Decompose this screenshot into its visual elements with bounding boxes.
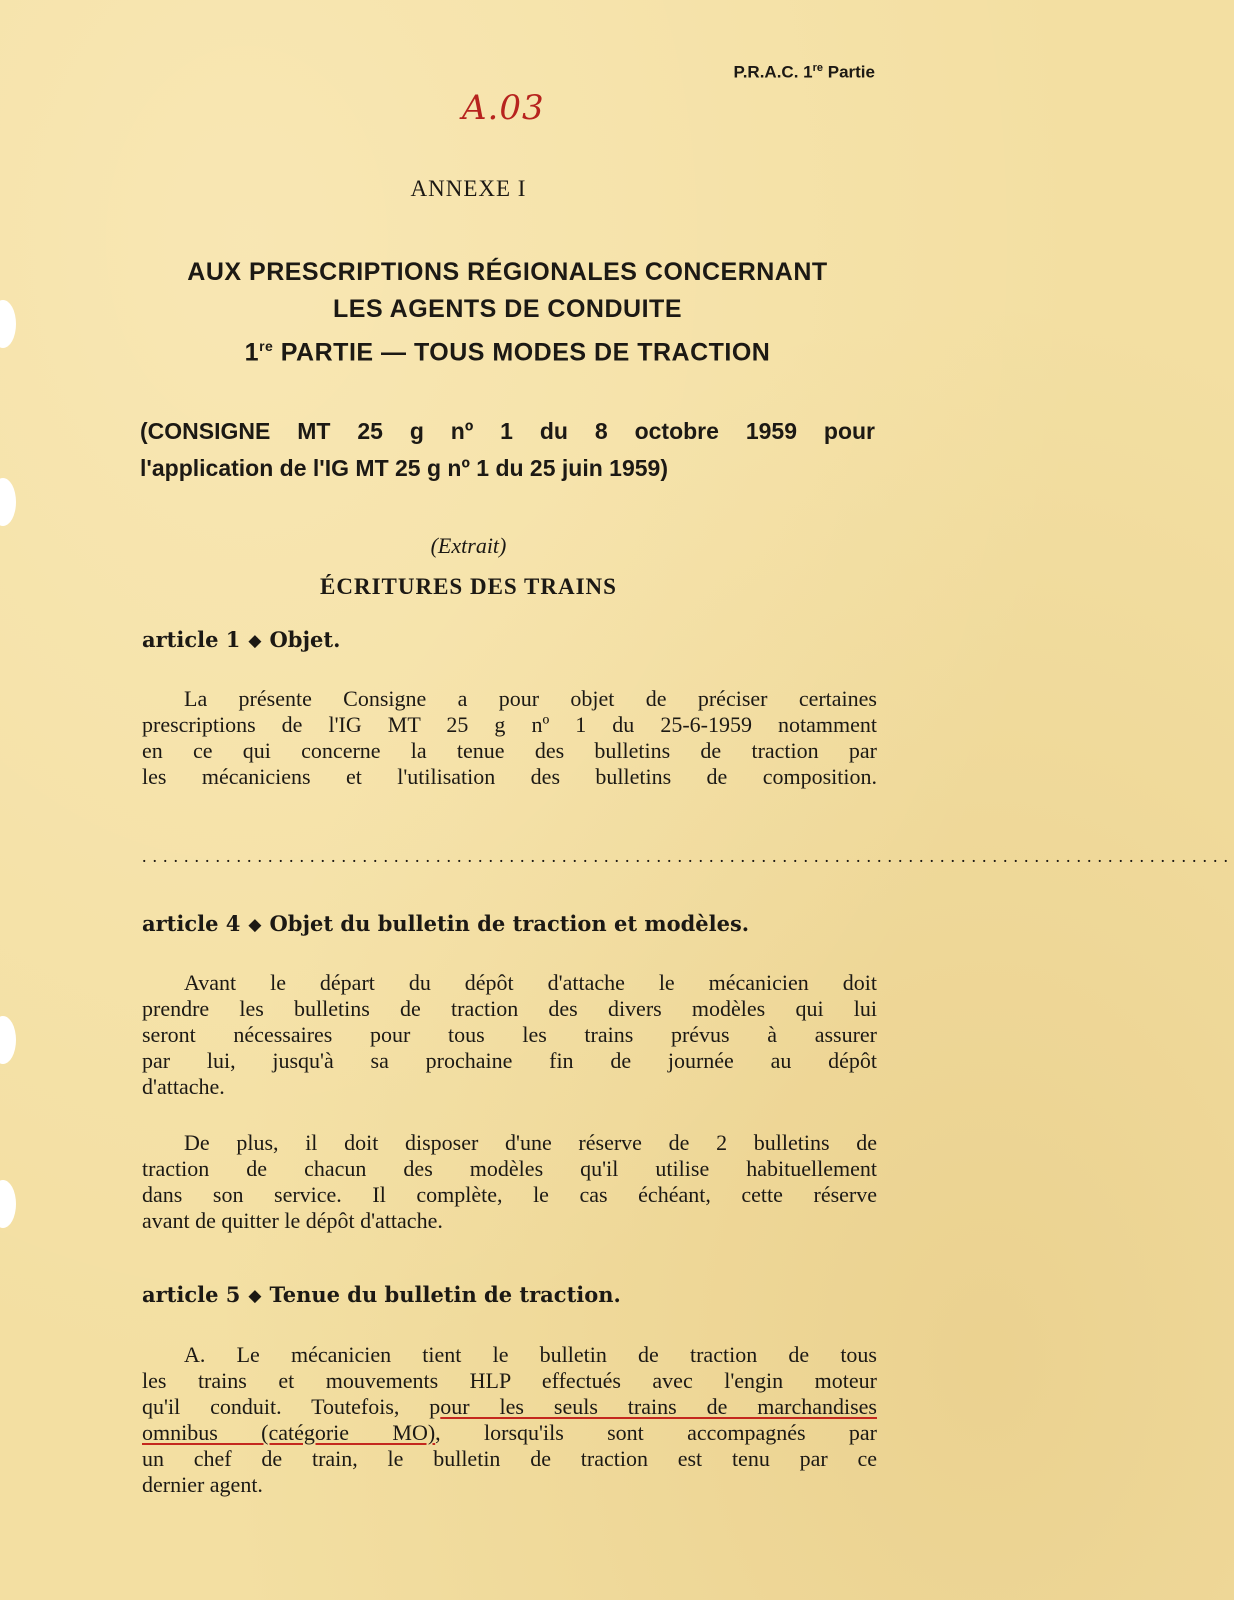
binder-hole xyxy=(0,300,16,348)
paragraph-line: d'attache. xyxy=(142,1074,225,1099)
main-title-line: 1re PARTIE — TOUS MODES DE TRACTION xyxy=(244,338,771,367)
paragraph-line: prendre les bulletins de traction des divers modèles qui lui xyxy=(142,996,877,1021)
binder-hole xyxy=(0,1016,16,1064)
consigne-reference xyxy=(140,413,875,487)
paragraph-line: dans son service. Il complète, le cas échéant, cette réserve xyxy=(142,1182,877,1207)
article-label: article 5 xyxy=(142,1282,241,1307)
diamond-icon: ◆ xyxy=(248,915,262,935)
main-title-line: AUX PRESCRIPTIONS RÉGIONALES CONCERNANT xyxy=(187,258,828,286)
article-1-paragraph xyxy=(142,686,877,790)
paragraph-line: De plus, il doit disposer d'une réserve de 2 bulletins de xyxy=(184,1130,877,1155)
binder-hole xyxy=(0,478,16,526)
paragraph-line: traction de chacun des modèles qu'il utilise habituellement xyxy=(142,1156,877,1181)
paragraph-line: A. Le mécanicien tient le bulletin de traction de tous xyxy=(184,1342,877,1367)
section-title: ÉCRITURES DES TRAINS xyxy=(320,574,617,599)
article-title: Objet. xyxy=(269,627,341,652)
main-title-line: LES AGENTS DE CONDUITE xyxy=(333,295,682,323)
document-reference: P.R.A.C. 1re Partie xyxy=(733,62,875,82)
red-underline-annotation: omnibus (catégorie MO) xyxy=(142,1420,436,1445)
diamond-icon: ◆ xyxy=(248,631,262,651)
consigne-line: l'application de l'IG MT 25 g nº 1 du 25 juin 1959) xyxy=(140,455,669,481)
annex-title: ANNEXE I xyxy=(410,176,527,201)
paragraph-line: Avant le départ du dépôt d'attache le mécanicien doit xyxy=(184,970,877,995)
consigne-line: (CONSIGNE MT 25 g nº 1 du 8 octobre 1959 pour xyxy=(140,418,875,444)
paragraph-line: avant de quitter le dépôt d'attache. xyxy=(142,1208,443,1233)
paragraph-line: un chef de train, le bulletin de traction est tenu par ce xyxy=(142,1446,877,1471)
article-1-heading xyxy=(142,627,877,652)
diamond-icon: ◆ xyxy=(248,1286,262,1306)
article-4-paragraph-2 xyxy=(142,1130,877,1234)
paragraph-line: La présente Consigne a pour objet de préciser certaines xyxy=(184,686,877,711)
binder-hole xyxy=(0,1180,16,1228)
paragraph-line: les mécaniciens et l'utilisation des bulletins de composition. xyxy=(142,764,877,789)
paragraph-line: prescriptions de l'IG MT 25 g nº 1 du 25-6-1959 notamment xyxy=(142,712,877,737)
article-title: Tenue du bulletin de traction. xyxy=(269,1282,621,1307)
separator-dots: ........................................................................................................ xyxy=(142,846,1234,866)
paragraph-line: par lui, jusqu'à sa prochaine fin de journée au dépôt xyxy=(142,1048,877,1073)
paragraph-line: omnibus (catégorie MO), lorsqu'ils sont accompagnés par xyxy=(142,1420,878,1445)
red-underline-annotation: our les seuls trains de marchandises xyxy=(440,1394,877,1419)
paragraph-line: seront nécessaires pour tous les trains prévus à assurer xyxy=(142,1022,877,1047)
article-4-paragraph-1 xyxy=(142,970,877,1100)
handwritten-annotation: A.03 xyxy=(462,88,545,128)
article-5-paragraph xyxy=(142,1342,877,1498)
article-title: Objet du bulletin de traction et modèles. xyxy=(269,911,750,936)
paragraph-line: en ce qui concerne la tenue des bulletins de traction par xyxy=(142,738,877,763)
article-label: article 1 xyxy=(142,627,241,652)
article-5-heading xyxy=(142,1282,877,1307)
extract-label: (Extrait) xyxy=(430,533,507,558)
paragraph-line: dernier agent. xyxy=(142,1472,263,1497)
main-title xyxy=(140,254,875,371)
paragraph-line: les trains et mouvements HLP effectués avec l'engin moteur xyxy=(142,1368,877,1393)
article-label: article 4 xyxy=(142,911,241,936)
article-4-heading xyxy=(142,911,877,936)
paragraph-line: qu'il conduit. Toutefois, pour les seuls trains de marchandises xyxy=(142,1394,877,1419)
